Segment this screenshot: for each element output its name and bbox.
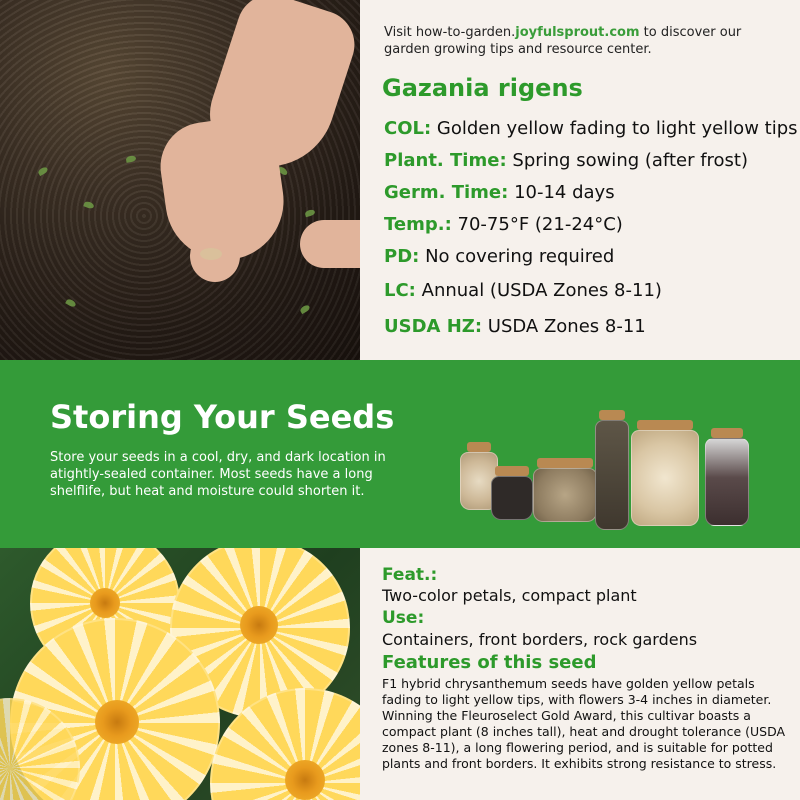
storing-seeds-banner [0,360,800,548]
info-row-usda-hz [384,316,646,337]
row-key: USDA HZ: [384,316,483,337]
seed-jars-image [455,380,775,530]
row-key: PD: [384,246,420,267]
banner-title: Storing Your Seeds [50,398,395,436]
row-value: USDA Zones 8-11 [487,316,646,337]
plant-info-panel [360,0,800,360]
row-value: Golden yellow fading to light yellow tips [436,118,798,139]
row-key: Temp.: [384,214,452,235]
brand-link[interactable]: joyfulsprout.com [515,25,640,40]
row-key: COL: [384,118,432,139]
info-row-germ-time [384,182,615,203]
row-value: 70-75°F (21-24°C) [457,214,623,235]
features-panel [360,548,800,800]
gazania-flowers-photo [0,548,360,800]
features-description: F1 hybrid chrysanthemum seeds have golden yellow petals fading to light yellow tips, with flowers 3-4 inches in diameter. Winning the Fleuroselect Gold Award, this cultivar boasts a compact plant (8 inches tall), heat and drought tolerance (USDA zones 8-11), a long flowering period, and is suitable for potted plants and front borders. It exhibits strong resistance to stress. [382,676,786,771]
feat-value: Two-color petals, compact plant [382,586,637,605]
visit-text [384,24,784,58]
row-value: Annual (USDA Zones 8-11) [421,280,662,301]
info-row-col [384,118,798,139]
row-value: 10-14 days [514,182,615,203]
banner-text: Store your seeds in a cool, dry, and dark location in atightly-sealed container. Most seeds have a long shelflife, but heat and moisture could shorten it. [50,450,386,499]
row-key: Germ. Time: [384,182,509,203]
info-row-lc [384,280,662,301]
row-value: No covering required [425,246,615,267]
info-row-plant-time [384,150,748,171]
features-title: Features of this seed [382,652,597,673]
visit-suffix: to discover our garden growing tips and resource center. [384,25,742,57]
visit-prefix: Visit how-to-garden. [384,25,516,40]
row-key: Plant. Time: [384,150,507,171]
feat-label: Feat.: [382,565,438,585]
use-value: Containers, front borders, rock gardens [382,630,698,649]
row-value: Spring sowing (after frost) [512,150,749,171]
info-row-pd [384,246,614,267]
plant-name: Gazania rigens [382,74,583,102]
info-row-temp [384,214,623,235]
soil-hand-photo [0,0,360,360]
use-label: Use: [382,608,425,628]
row-key: LC: [384,280,416,301]
